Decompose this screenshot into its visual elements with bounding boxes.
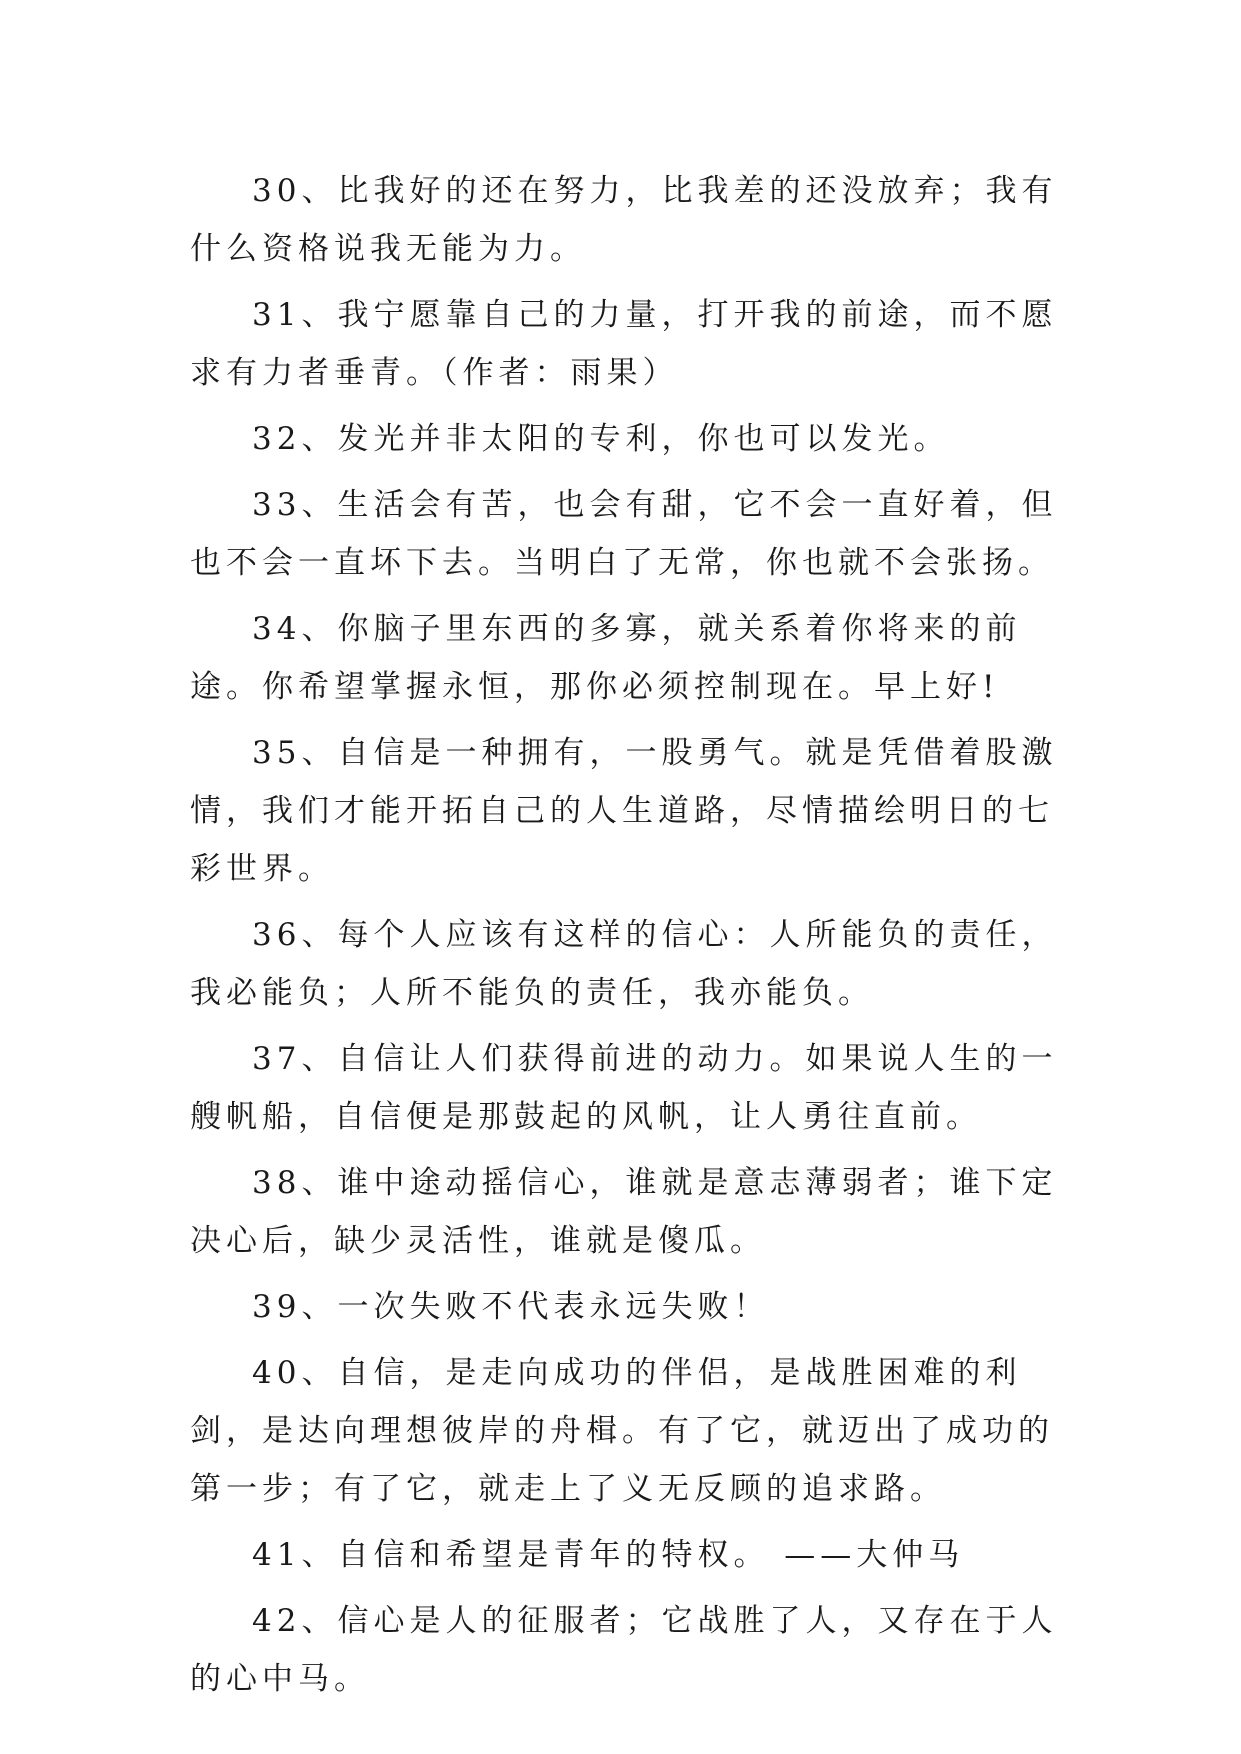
paragraph-36: 36、每个人应该有这样的信心：人所能负的责任，我必能负；人所不能负的责任，我亦能负。 bbox=[190, 917, 1058, 1011]
document-body bbox=[190, 162, 1070, 1716]
paragraph-37: 37、自信让人们获得前进的动力。如果说人生的一艘帆船，自信便是那鼓起的风帆，让人勇往直前。 bbox=[190, 1041, 1058, 1135]
paragraph-41: 41、自信和希望是青年的特权。 ——大仲马 bbox=[252, 1537, 965, 1573]
paragraph-32: 32、发光并非太阳的专利，你也可以发光。 bbox=[252, 421, 950, 457]
paragraph-34: 34、你脑子里东西的多寡，就关系着你将来的前途。你希望掌握永恒，那你必须控制现在。早上好! bbox=[190, 611, 1022, 705]
paragraph-42: 42、信心是人的征服者；它战胜了人，又存在于人的心中马。 bbox=[190, 1603, 1058, 1697]
paragraph-38: 38、谁中途动摇信心，谁就是意志薄弱者；谁下定决心后，缺少灵活性，谁就是傻瓜。 bbox=[190, 1165, 1058, 1259]
paragraph-30: 30、比我好的还在努力，比我差的还没放弃；我有什么资格说我无能为力。 bbox=[190, 173, 1058, 267]
paragraph-40: 40、自信，是走向成功的伴侣，是战胜困难的利剑，是达向理想彼岸的舟楫。有了它，就迈出了成功的第一步；有了它，就走上了义无反顾的追求路。 bbox=[190, 1355, 1054, 1507]
paragraph-31: 31、我宁愿靠自己的力量，打开我的前途，而不愿求有力者垂青。（作者：雨果） bbox=[190, 297, 1058, 391]
paragraph-35: 35、自信是一种拥有，一股勇气。就是凭借着股激情，我们才能开拓自己的人生道路，尽情描绘明日的七彩世界。 bbox=[190, 735, 1058, 887]
paragraph-39: 39、一次失败不代表永远失败！ bbox=[252, 1289, 770, 1325]
paragraph-33: 33、生活会有苦，也会有甜，它不会一直好着，但也不会一直坏下去。当明白了无常，你也就不会张扬。 bbox=[190, 487, 1058, 581]
